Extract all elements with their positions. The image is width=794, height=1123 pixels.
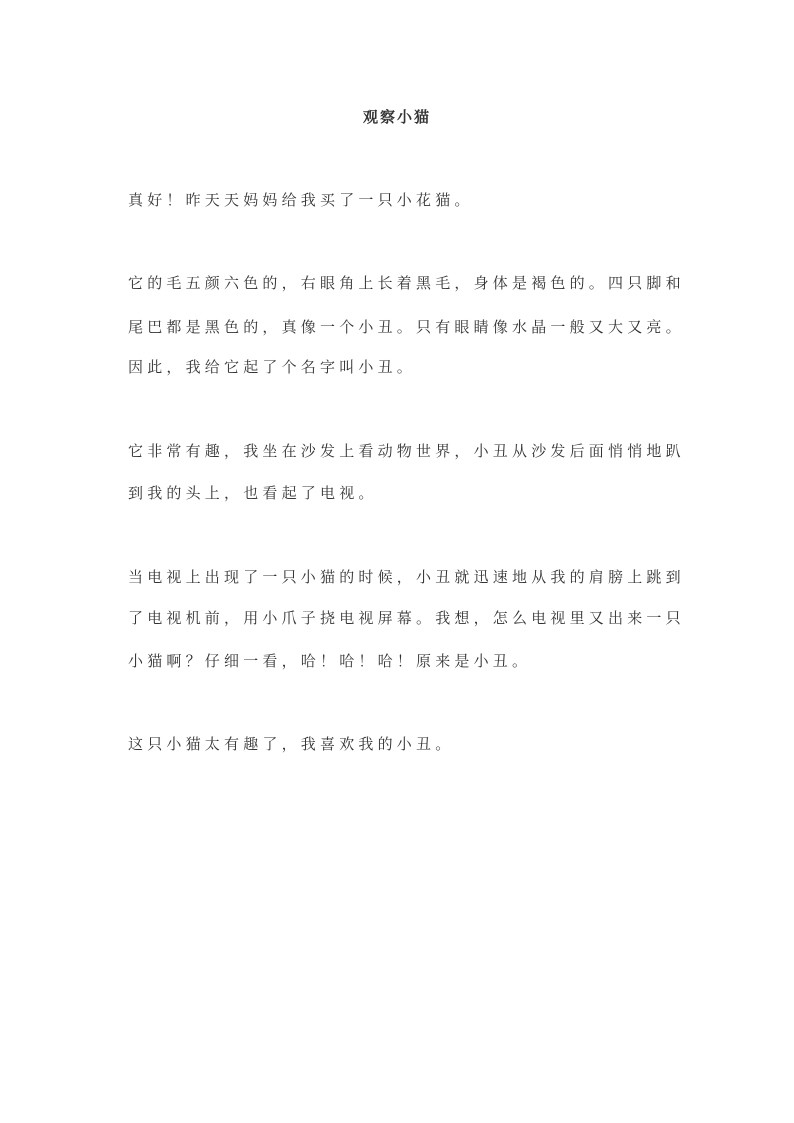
paragraph-4-line-3: 小猫啊？仔细一看，哈！哈！哈！原来是小丑。 bbox=[128, 652, 532, 670]
document-title: 观察小猫 bbox=[362, 108, 431, 126]
paragraph-2-line-2: 尾巴都是黑色的，真像一个小丑。只有眼睛像水晶一般又大又亮。 bbox=[128, 318, 685, 336]
paragraph-1-line-1: 真好！昨天天妈妈给我买了一只小花猫。 bbox=[128, 191, 474, 209]
paragraph-4-line-2: 了电视机前，用小爪子挠电视屏幕。我想，怎么电视里又出来一只 bbox=[128, 609, 685, 627]
paragraph-3-line-1: 它非常有趣，我坐在沙发上看动物世界，小丑从沙发后面悄悄地趴 bbox=[128, 442, 685, 460]
paragraph-2-line-3: 因此，我给它起了个名字叫小丑。 bbox=[128, 358, 417, 376]
paragraph-5-line-1: 这只小猫太有趣了，我喜欢我的小丑。 bbox=[128, 735, 455, 753]
paragraph-4-line-1: 当电视上出现了一只小猫的时候，小丑就迅速地从我的肩膀上跳到 bbox=[128, 568, 685, 586]
paragraph-3-line-2: 到我的头上，也看起了电视。 bbox=[128, 484, 378, 502]
paragraph-2-line-1: 它的毛五颜六色的，右眼角上长着黑毛，身体是褐色的。四只脚和 bbox=[128, 274, 685, 292]
